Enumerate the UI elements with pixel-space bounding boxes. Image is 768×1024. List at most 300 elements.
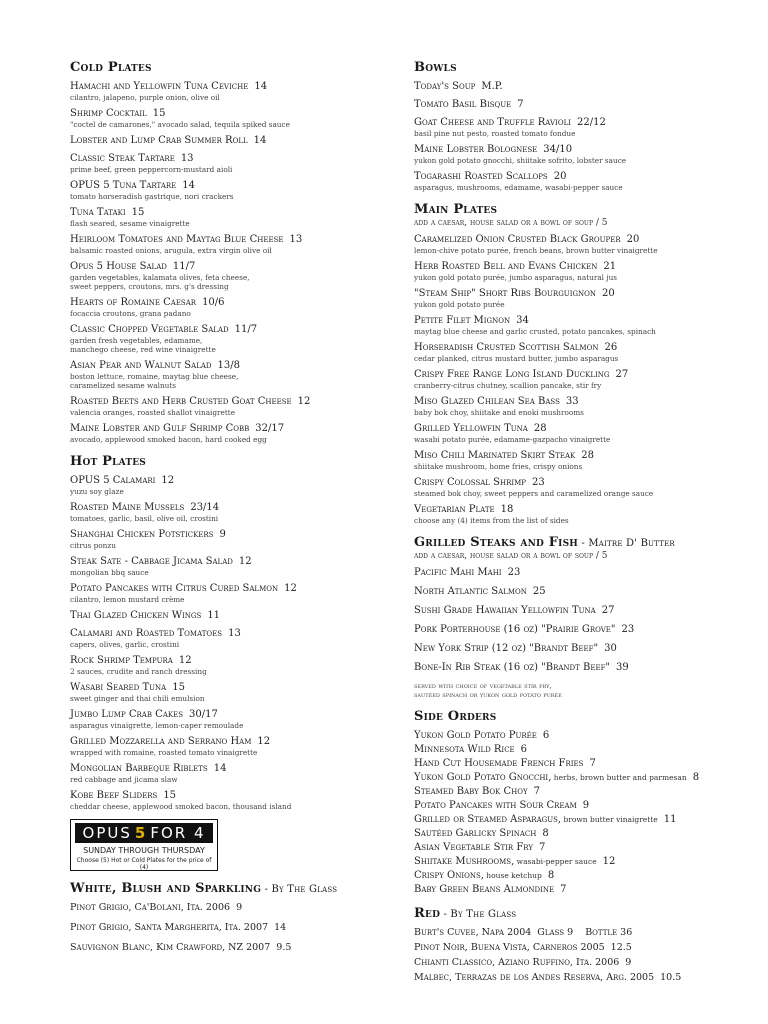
menu-item-name xyxy=(70,81,400,93)
menu-item xyxy=(414,772,754,784)
menu-item xyxy=(70,942,400,954)
menu-item xyxy=(414,972,754,984)
section-title-side-orders: Side Orders xyxy=(414,709,497,724)
menu-item-price: 11 xyxy=(207,610,221,621)
menu-item-description: cranberry-citrus chutney, scallion pancake, stir fry xyxy=(414,381,602,390)
menu-item xyxy=(414,234,754,255)
grilled-title: Grilled Steaks and Fish xyxy=(414,535,578,550)
menu-item-title: Grilled Yellowfin Tuna xyxy=(414,423,528,434)
menu-item-title: Shrimp Cocktail xyxy=(70,108,147,119)
menu-item-price: 34/10 xyxy=(543,144,573,155)
menu-item-description: steamed bok choy, sweet peppers and caramelized orange sauce xyxy=(414,489,654,498)
menu-item-title: Jumbo Lump Crab Cakes xyxy=(70,709,184,720)
menu-item-description: tomato horseradish gastrique, nori crackers xyxy=(70,192,234,201)
menu-item xyxy=(70,902,400,914)
menu-item-description: focaccia croutons, grana padano xyxy=(70,309,191,318)
section-title-grilled xyxy=(414,535,754,550)
menu-item-description: garden vegetables, kalamata olives, feta cheese, sweet peppers, croutons, mrs. g's dressing xyxy=(70,273,250,291)
menu-item xyxy=(414,261,754,282)
menu-item-description: prime beef, green peppercorn-mustard aioli xyxy=(70,165,233,174)
menu-item-price: Glass 9 Bottle 36 xyxy=(537,927,633,938)
menu-item-title: Vegetarian Plate xyxy=(414,504,495,515)
menu-item-description: valencia oranges, roasted shallot vinaigrette xyxy=(70,408,236,417)
menu-item xyxy=(70,207,400,228)
menu-item-price: 32/17 xyxy=(255,423,285,434)
menu-item-title: Sautéed Garlicky Spinach xyxy=(414,828,537,839)
menu-item xyxy=(70,261,400,291)
menu-item-name xyxy=(70,207,400,219)
grilled-section xyxy=(414,535,754,699)
menu-item-description: asparagus, mushrooms, edamame, wasabi-pepper sauce xyxy=(414,183,623,192)
menu-item-description: tomatoes, garlic, basil, olive oil, crostini xyxy=(70,514,219,523)
grilled-footnote xyxy=(414,681,754,699)
menu-item xyxy=(70,709,400,730)
menu-item-price: 20 xyxy=(626,234,640,245)
menu-item-price: 12.5 xyxy=(610,942,632,953)
menu-item-name xyxy=(414,81,754,93)
menu-item-price: 33 xyxy=(565,396,579,407)
menu-item-name xyxy=(414,171,754,183)
menu-item xyxy=(414,758,754,770)
menu-item-title: Steamed Baby Bok Choy xyxy=(414,786,528,797)
menu-item-description: 2 sauces, crudite and ranch dressing xyxy=(70,667,207,676)
menu-item-name xyxy=(414,772,754,784)
menu-item-title: Classic Steak Tartare xyxy=(70,153,175,164)
menu-item-price: 26 xyxy=(604,342,618,353)
menu-item-title: Roasted Maine Mussels xyxy=(70,502,185,513)
menu-item-price: 28 xyxy=(533,423,547,434)
menu-item-title: Crispy Free Range Long Island Duckling xyxy=(414,369,610,380)
menu-item-name xyxy=(414,828,754,840)
menu-item-description: cedar planked, citrus mustard butter, jumbo asparagus xyxy=(414,354,619,363)
menu-item xyxy=(70,502,400,523)
menu-item-description: lemon-chive potato purée, french beans, brown butter vinaigrette xyxy=(414,246,658,255)
menu-item-price: 7 xyxy=(538,842,546,853)
menu-item-name xyxy=(70,108,400,120)
menu-item-name xyxy=(414,662,754,674)
section-title-hot-plates: Hot Plates xyxy=(70,454,146,469)
menu-item xyxy=(70,529,400,550)
menu-item-title: Petite Filet Mignon xyxy=(414,315,511,326)
menu-item xyxy=(70,324,400,354)
menu-item-name xyxy=(414,288,754,300)
menu-item-name xyxy=(414,144,754,156)
menu-item xyxy=(70,682,400,703)
menu-item-description: basil pine nut pesto, roasted tomato fondue xyxy=(414,129,576,138)
menu-item-title: OPUS 5 Calamari xyxy=(70,475,156,486)
menu-item-price: 7 xyxy=(517,99,524,110)
menu-item-title: Maine Lobster Bolognese xyxy=(414,144,538,155)
menu-item-name xyxy=(70,153,400,165)
menu-item-title: Potato Pancakes with Sour Cream xyxy=(414,800,577,811)
menu-item xyxy=(70,583,400,604)
menu-item xyxy=(70,475,400,496)
menu-item-title: Sauvignon Blanc, Kim Crawford, NZ 2007 xyxy=(70,942,271,953)
menu-item-title: Pacific Mahi Mahi xyxy=(414,567,502,578)
menu-item-price: 22/12 xyxy=(576,117,606,128)
menu-item-price: 14 xyxy=(182,180,196,191)
menu-item-price: 12 xyxy=(297,396,311,407)
menu-item xyxy=(414,477,754,498)
menu-item-price: 8 xyxy=(692,772,700,783)
menu-item xyxy=(414,171,754,192)
menu-item-price: 13 xyxy=(228,628,241,639)
menu-item-title: Yukon Gold Potato Purée xyxy=(414,730,537,741)
menu-item-price: 6 xyxy=(520,744,528,755)
menu-item-price: 14 xyxy=(254,81,268,92)
menu-item-title: OPUS 5 Tuna Tartare xyxy=(70,180,177,191)
menu-item-description: mongolian bbq sauce xyxy=(70,568,149,577)
menu-item xyxy=(70,180,400,201)
menu-item-title: Sushi Grade Hawaiian Yellowfin Tuna xyxy=(414,605,596,616)
menu-item xyxy=(414,856,754,868)
menu-item-price: 9 xyxy=(582,800,590,811)
menu-item-price: 12 xyxy=(238,556,252,567)
menu-item-title: Classic Chopped Vegetable Salad xyxy=(70,324,229,335)
section-title-bowls: Bowls xyxy=(414,60,457,75)
menu-item-price: 14 xyxy=(253,135,267,146)
menu-item xyxy=(70,297,400,318)
menu-item-title: Pinot Grigio, Santa Margherita, Ita. 2007 xyxy=(70,922,269,933)
menu-item xyxy=(414,586,754,598)
promo-opus: OPUS xyxy=(82,824,132,842)
menu-item xyxy=(70,556,400,577)
menu-item-title: Horseradish Crusted Scottish Salmon xyxy=(414,342,599,353)
menu-item xyxy=(70,736,400,757)
menu-item xyxy=(70,423,400,444)
menu-item-title: Hearts of Romaine Caesar xyxy=(70,297,197,308)
menu-item-price: 23 xyxy=(621,624,635,635)
menu-item-price: 11/7 xyxy=(172,261,196,272)
menu-item-name xyxy=(70,297,400,309)
menu-item xyxy=(414,927,754,939)
promo-logo xyxy=(75,823,213,843)
menu-item xyxy=(414,504,754,525)
menu-item-name xyxy=(70,475,400,487)
grilled-note: add a caesar, house salad or a bowl of soup / 5 xyxy=(414,551,608,561)
menu-item xyxy=(414,786,754,798)
menu-item-title: Calamari and Roasted Tomatoes xyxy=(70,628,223,639)
menu-item-price: 6 xyxy=(542,730,550,741)
menu-item-name xyxy=(414,744,754,756)
menu-item-title: Miso Chili Marinated Skirt Steak xyxy=(414,450,576,461)
menu-item-price: 20 xyxy=(602,288,615,299)
menu-item-description: yukon gold potato gnocchi, shiitake sofrito, lobster sauce xyxy=(414,156,627,165)
menu-item xyxy=(70,135,400,147)
menu-item-price: 18 xyxy=(500,504,514,515)
menu-item xyxy=(414,450,754,471)
promo-days: SUNDAY THROUGH THURSDAY xyxy=(83,846,205,855)
menu-item xyxy=(414,81,754,93)
menu-item-name xyxy=(414,477,754,489)
menu-item-price: 20 xyxy=(553,171,567,182)
menu-item-price: 10.5 xyxy=(660,972,682,983)
menu-item-description: yukon gold potato purée xyxy=(414,300,505,309)
menu-item-description: yuzu soy glaze xyxy=(70,487,124,496)
menu-item-name xyxy=(414,942,754,954)
menu-item-description: red cabbage and jicama slaw xyxy=(70,775,178,784)
menu-item-name xyxy=(414,927,754,939)
menu-item xyxy=(414,744,754,756)
menu-item xyxy=(414,567,754,579)
menu-item-price: 23/14 xyxy=(190,502,220,513)
menu-item-description: cilantro, jalapeno, purple onion, olive oil xyxy=(70,93,220,102)
menu-item xyxy=(414,842,754,854)
menu-item-price: 23 xyxy=(532,477,545,488)
menu-item-name xyxy=(414,800,754,812)
menu-item-title: Miso Glazed Chilean Sea Bass xyxy=(414,396,560,407)
menu-item-description: sweet ginger and thai chili emulsion xyxy=(70,694,205,703)
menu-item-description: wrapped with romaine, roasted tomato vinaigrette xyxy=(70,748,258,757)
section-title-white-wine xyxy=(70,881,400,896)
menu-item-price: 8 xyxy=(547,870,555,881)
section-title-main-plates: Main Plates xyxy=(414,202,498,217)
menu-item-name xyxy=(414,342,754,354)
menu-item-title: Roasted Beets and Herb Crusted Goat Cheese xyxy=(70,396,292,407)
red-wine-title: Red xyxy=(414,906,441,921)
menu-item-price: 15 xyxy=(152,108,166,119)
red-wine-subtitle: - By The Glass xyxy=(440,909,517,920)
menu-item-name xyxy=(414,261,754,273)
menu-item xyxy=(414,828,754,840)
menu-item-description: asparagus vinaigrette, lemon-caper remoulade xyxy=(70,721,244,730)
promo-for4: FOR 4 xyxy=(150,824,206,842)
menu-item-name xyxy=(70,502,400,514)
menu-item-name xyxy=(414,504,754,516)
cold-plates-section xyxy=(70,60,400,444)
menu-item-name xyxy=(70,682,400,694)
menu-item-title: Lobster and Lump Crab Summer Roll xyxy=(70,135,248,146)
menu-item-description: shiitake mushroom, home fries, crispy onions xyxy=(414,462,583,471)
menu-item-title: Wasabi Seared Tuna xyxy=(70,682,167,693)
menu-item-name xyxy=(414,423,754,435)
section-title-cold-plates: Cold Plates xyxy=(70,60,152,75)
menu-item-price: 34 xyxy=(516,315,529,326)
menu-item xyxy=(414,605,754,617)
menu-item-name xyxy=(70,556,400,568)
menu-item-name xyxy=(70,790,400,802)
menu-item-price: 28 xyxy=(581,450,595,461)
menu-item-name xyxy=(70,709,400,721)
menu-item-price: 12 xyxy=(257,736,271,747)
menu-item-price: 23 xyxy=(507,567,521,578)
menu-item-price: 7 xyxy=(560,884,567,895)
menu-item-title: Tuna Tataki xyxy=(70,207,126,218)
menu-item xyxy=(414,730,754,742)
grilled-footnote-line-1: served with choice of vegetable stir fry, xyxy=(414,681,552,690)
menu-item-price: 12 xyxy=(178,655,192,666)
menu-item xyxy=(414,144,754,165)
menu-item-description: wasabi potato purée, edamame-gazpacho vinaigrette xyxy=(414,435,611,444)
menu-item-price: 12 xyxy=(284,583,297,594)
menu-item-price: 39 xyxy=(616,662,629,673)
menu-item-price: 13 xyxy=(289,234,303,245)
menu-item-price: 14 xyxy=(213,763,227,774)
menu-item xyxy=(414,315,754,336)
menu-item-title: Chianti Classico, Aziano Ruffino, Ita. 2006 xyxy=(414,957,620,968)
menu-item-name xyxy=(414,369,754,381)
menu-item-title: Pork Porterhouse (16 oz) "Prairie Grove" xyxy=(414,624,616,635)
menu-item-name xyxy=(70,583,400,595)
menu-item-title: Togarashi Roasted Scallops xyxy=(414,171,548,182)
menu-item-name xyxy=(70,628,400,640)
menu-item-detail: herbs, brown butter and parmesan xyxy=(551,773,687,782)
menu-item-name xyxy=(414,450,754,462)
menu-item-name xyxy=(414,605,754,617)
left-column xyxy=(70,56,400,962)
menu-item-title: Rock Shrimp Tempura xyxy=(70,655,173,666)
menu-item-description: baby bok choy, shiitake and enoki mushrooms xyxy=(414,408,584,417)
menu-item-title: Kobe Beef Sliders xyxy=(70,790,158,801)
bowls-section xyxy=(414,60,754,192)
menu-item-price: M.P. xyxy=(481,81,503,92)
menu-item-price: 12 xyxy=(602,856,616,867)
menu-item xyxy=(70,234,400,255)
menu-item-price: 15 xyxy=(172,682,185,693)
menu-item-name xyxy=(414,396,754,408)
menu-item xyxy=(414,643,754,655)
menu-item-name xyxy=(414,117,754,129)
menu-item-name xyxy=(414,567,754,579)
menu-item-title: Herb Roasted Bell and Evans Chicken xyxy=(414,261,598,272)
menu-item-title: Opus 5 House Salad xyxy=(70,261,167,272)
menu-item-name xyxy=(414,315,754,327)
menu-item-description: cilantro, lemon mustard crème xyxy=(70,595,185,604)
main-plates-note: add a caesar, house salad or a bowl of soup / 5 xyxy=(414,218,608,228)
menu-item-name xyxy=(414,884,754,896)
menu-item-name xyxy=(414,786,754,798)
menu-item-price: 15 xyxy=(163,790,177,801)
menu-item xyxy=(414,814,754,826)
menu-item-price: 11/7 xyxy=(234,324,258,335)
menu-item-title: Mongolian Barbeque Riblets xyxy=(70,763,208,774)
right-column xyxy=(414,56,754,987)
menu-item xyxy=(70,763,400,784)
menu-item-title: Tomato Basil Bisque xyxy=(414,99,512,110)
menu-item-title: Hand Cut Housemade French Fries xyxy=(414,758,584,769)
white-wine-section xyxy=(70,881,400,954)
white-wine-title: White, Blush and Sparkling xyxy=(70,881,262,896)
menu-item-name xyxy=(70,261,400,273)
menu-item-price: 13 xyxy=(180,153,194,164)
white-wine-subtitle: - By The Glass xyxy=(261,884,338,895)
menu-item xyxy=(414,342,754,363)
menu-item-title: Shiitake Mushrooms, xyxy=(414,856,515,867)
menu-item-name xyxy=(70,360,400,372)
menu-item xyxy=(70,108,400,129)
menu-item xyxy=(414,624,754,636)
menu-item-price: 21 xyxy=(603,261,617,272)
menu-item-title: Caramelized Onion Crusted Black Grouper xyxy=(414,234,621,245)
menu-item xyxy=(414,288,754,309)
menu-item-price: 9.5 xyxy=(276,942,292,953)
menu-item-name xyxy=(70,529,400,541)
menu-item-title: Steak Sate - Cabbage Jicama Salad xyxy=(70,556,233,567)
menu-item-name xyxy=(70,610,400,622)
menu-item xyxy=(414,117,754,138)
menu-item xyxy=(414,99,754,111)
menu-item-title: Thai Glazed Chicken Wings xyxy=(70,610,202,621)
menu-item-price: 14 xyxy=(274,922,287,933)
menu-item-title: Yukon Gold Potato Gnocchi, xyxy=(414,772,552,783)
menu-item-price: 7 xyxy=(533,786,540,797)
menu-item-name xyxy=(70,396,400,408)
menu-item-description: flash seared, sesame vinaigrette xyxy=(70,219,190,228)
menu-item xyxy=(414,423,754,444)
menu-item-title: Today's Soup xyxy=(414,81,476,92)
menu-item-name xyxy=(70,655,400,667)
menu-item-title: Bone-In Rib Steak (16 oz) "Brandt Beef" xyxy=(414,662,611,673)
menu-item-name xyxy=(414,814,754,826)
menu-item-price: 9 xyxy=(625,957,632,968)
menu-item-name xyxy=(70,135,400,147)
menu-item xyxy=(414,800,754,812)
menu-item-title: New York Strip (12 oz) "Brandt Beef" xyxy=(414,643,599,654)
menu-item-title: Potato Pancakes with Citrus Cured Salmon xyxy=(70,583,279,594)
menu-item-title: Burt's Cuvee, Napa 2004 xyxy=(414,927,532,938)
menu-item-name xyxy=(414,842,754,854)
menu-item-title: Grilled or Steamed Asparagus, xyxy=(414,814,562,825)
menu-item-name xyxy=(414,624,754,636)
menu-item-price: 30/17 xyxy=(189,709,218,720)
grilled-footnote-line-2: sautéed spinach or yukon gold potato purée xyxy=(414,690,562,699)
menu-item xyxy=(414,870,754,882)
menu-item-name xyxy=(414,758,754,770)
menu-item-price: 11 xyxy=(663,814,677,825)
main-plates-section xyxy=(414,202,754,525)
menu-item-title: Pinot Grigio, Ca'Bolani, Ita. 2006 xyxy=(70,902,231,913)
menu-item-title: Shanghai Chicken Potstickers xyxy=(70,529,214,540)
menu-item-name xyxy=(414,870,754,882)
menu-item xyxy=(70,628,400,649)
menu-item xyxy=(70,610,400,622)
menu-item xyxy=(70,922,400,934)
hot-plates-section xyxy=(70,454,400,811)
menu-item xyxy=(70,396,400,417)
menu-item-price: 9 xyxy=(236,902,243,913)
menu-item-name xyxy=(414,643,754,655)
menu-item-name xyxy=(414,586,754,598)
menu-item-detail: house ketchup xyxy=(483,871,542,880)
menu-item-price: 13/8 xyxy=(217,360,240,371)
menu-item-description: avocado, applewood smoked bacon, hard cooked egg xyxy=(70,435,267,444)
menu-item-title: Hamachi and Yellowfin Tuna Ceviche xyxy=(70,81,249,92)
section-title-red-wine xyxy=(414,906,754,921)
menu-item xyxy=(414,396,754,417)
menu-item-name xyxy=(414,730,754,742)
menu-item-name xyxy=(70,902,400,914)
menu-item-price: 8 xyxy=(542,828,549,839)
red-wine-section xyxy=(414,906,754,984)
menu-item-name xyxy=(414,99,754,111)
menu-item-price: 7 xyxy=(589,758,596,769)
menu-item-description: citrus ponzu xyxy=(70,541,116,550)
menu-item-name xyxy=(70,922,400,934)
menu-item-name xyxy=(70,324,400,336)
menu-item xyxy=(70,81,400,102)
menu-item-title: Grilled Mozzarella and Serrano Ham xyxy=(70,736,252,747)
menu-item-name xyxy=(414,856,754,868)
menu-item-price: 12 xyxy=(161,475,175,486)
menu-item-description: "coctel de camarones," avocado salad, tequila spiked sauce xyxy=(70,120,290,129)
menu-item xyxy=(70,360,400,390)
menu-item-title: Malbec, Terrazas de los Andes Reserva, Arg. 2005 xyxy=(414,972,655,983)
menu-item-name xyxy=(414,957,754,969)
menu-item-description: maytag blue cheese and garlic crusted, potato pancakes, spinach xyxy=(414,327,656,336)
menu-item-price: 30 xyxy=(604,643,617,654)
menu-item-name xyxy=(414,234,754,246)
menu-item-name xyxy=(70,423,400,435)
